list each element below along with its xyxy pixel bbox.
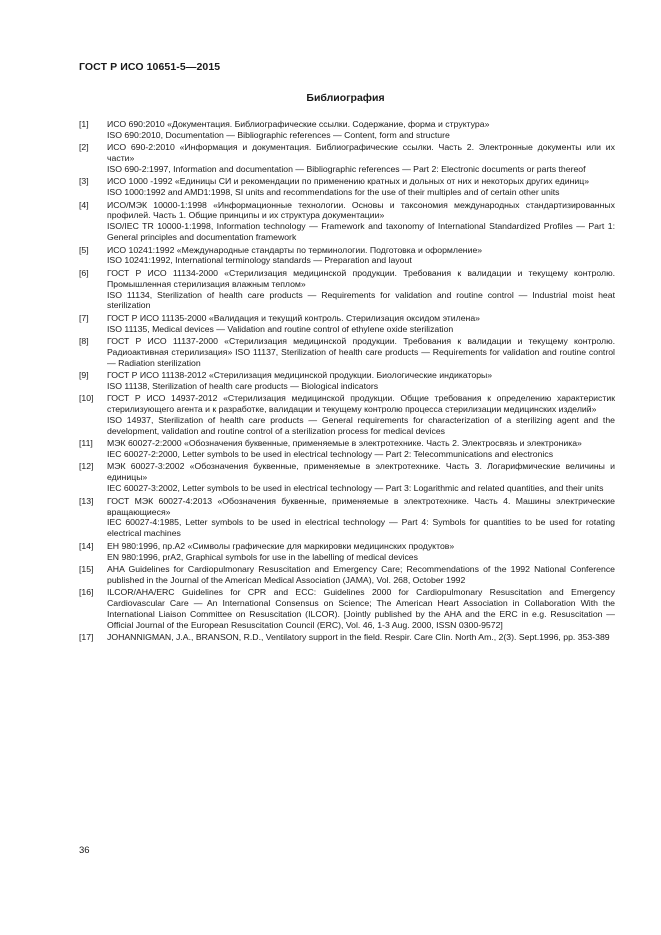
reference-number: [16] (79, 587, 94, 598)
bibliography-entry (79, 496, 615, 540)
reference-text: ISO/IEC TR 10000-1:1998, Information technology — Framework and taxonomy of International Standardized Profiles — Part 1: General principles and documentation framework (107, 221, 615, 243)
bibliography-entry (79, 313, 615, 335)
bibliography-entry (79, 268, 615, 312)
bibliography-entry (79, 564, 615, 586)
reference-text: ИСО/МЭК 10000-1:1998 «Информационные технологии. Основы и таксономия международных стандартизированных профилей. Часть 1. Общие принципы и их структура документации» (107, 199, 615, 221)
reference-text: ИСО 10241:1992 «Международные стандарты по терминологии. Подготовка и оформление» (107, 244, 483, 255)
reference-text: IEC 60027-2:2000, Letter symbols to be used in electrical technology — Part 2: Telecommunications and electronics (107, 449, 554, 460)
reference-text: ИСО 690-2:2010 «Информация и документация. Библиографические ссылки. Часть 2. Электронные документы или их части» (107, 142, 615, 164)
reference-text: ГОСТ Р ИСО 14937-2012 «Стерилизация медицинской продукции. Общие требования к определению характеристик стерилизующего агента и к разработке, валидации и текущему контролю процесса стерилизации медицинских изделий» (107, 393, 615, 415)
reference-text: JOHANNIGMAN, J.A., BRANSON, R.D., Ventilatory support in the field. Respir. Care Clin. North Am., 2(3). Sept.1996, pp. 353-389 (107, 632, 610, 643)
reference-number: [10] (79, 393, 94, 404)
reference-text: ISO 1000:1992 and AMD1:1998, SI units and recommendations for the use of their multiples and of certain other units (107, 187, 560, 198)
bibliography-entry (79, 119, 615, 141)
page-number: 36 (79, 845, 90, 856)
reference-number: [14] (79, 540, 94, 551)
reference-text: IEC 60027-4:1985, Letter symbols to be used in electrical technology — Part 4: Symbols for quantities to be used for rotating electrical machines (107, 517, 615, 539)
reference-number: [12] (79, 461, 94, 472)
reference-text: EN 980:1996, prA2, Graphical symbols for use in the labelling of medical devices (107, 551, 418, 562)
reference-number: [1] (79, 119, 89, 129)
reference-text: ISO 690:2010, Documentation — Bibliographic references — Content, form and structure (107, 129, 450, 140)
reference-number: [3] (79, 176, 89, 187)
bibliography-entry (79, 632, 615, 643)
bibliography-entry (79, 587, 615, 631)
reference-text: МЭК 60027-3:2002 «Обозначения буквенные, применяемые в электротехнике. Часть 3. Логарифмические величины и единицы» (107, 461, 615, 483)
reference-text: ISO 11135, Medical devices — Validation and routine control of ethylene oxide sterilization (107, 323, 454, 334)
reference-text: ISO 11138, Sterilization of health care products — Biological indicators (107, 380, 379, 391)
reference-number: [13] (79, 495, 94, 506)
reference-text: ИСО 1000 -1992 «Единицы СИ и рекомендации по применению кратных и дольных от них и некоторых других единиц» (107, 176, 590, 187)
reference-text: МЭК 60027-2:2000 «Обозначения буквенные, применяемые в электротехнике. Часть 2. Электросвязь и электроника» (107, 438, 582, 449)
bibliography-entry (79, 245, 615, 267)
reference-number: [6] (79, 267, 89, 278)
bibliography-entry (79, 336, 615, 369)
bibliography-entry (79, 541, 615, 563)
reference-number: [15] (79, 563, 94, 574)
bibliography-entry (79, 393, 615, 437)
reference-number: [5] (79, 244, 89, 255)
reference-text: ISO 14937, Sterilization of health care products — General requirements for characterization of a sterilizing agent and the development, validation and routine control of a sterilization process for medical devices (107, 415, 615, 436)
reference-number: [4] (79, 199, 89, 210)
reference-number: [8] (79, 335, 89, 346)
reference-number: [2] (79, 142, 89, 153)
standard-header: ГОСТ Р ИСО 10651-5—2015 (79, 61, 221, 73)
reference-text: AHA Guidelines for Cardiopulmonary Resuscitation and Emergency Care; Recommendations of the 1992 National Conference published in the Journal of the American Medical Association (JAMA), Vol. 268, October 1992 (107, 563, 615, 585)
reference-number: [11] (79, 438, 93, 449)
reference-text: ISO 10241:1992, International terminology standards — Preparation and layout (107, 255, 412, 266)
reference-text: ГОСТ Р ИСО 11135-2000 «Валидация и текущий контроль. Стерилизация оксидом этилена» (107, 312, 481, 323)
section-title: Библиография (306, 92, 385, 104)
bibliography-entry (79, 142, 615, 175)
bibliography-list (79, 119, 615, 644)
reference-text: ILCOR/AHA/ERC Guidelines for CPR and ECC: Guidelines 2000 for Cardiopulmonary Resuscitation and Emergency Cardiovascular Care — An International Consensus on Science; The American Heart Association in Collaboration With the International Liaison Committee on Resuscitation (ILCOR). [Jointly published by the AHA and the ERC in e.g. Resuscitation — Official Journal of the European Resuscitation Council (ERC), Vol. 46, 1-3 Aug. 2000, ISSN 0300-9572] (107, 587, 615, 630)
bibliography-entry (79, 370, 615, 392)
reference-text: ЕН 980:1996, пр.А2 «Символы графические для маркировки медицинских продуктов» (107, 540, 455, 551)
reference-text: ISO 11134, Sterilization of health care products — Requirements for validation and routine control — Industrial moist heat sterilization (107, 289, 615, 311)
reference-text: ГОСТ МЭК 60027-4:2013 «Обозначения буквенные, применяемые в электротехнике. Часть 4. Машины электрические вращающиеся» (107, 495, 615, 517)
reference-text: ГОСТ Р ИСО 11134-2000 «Стерилизация медицинской продукции. Требования к валидации и текущему контролю. Промышленная стерилизация влажным теплом» (107, 267, 615, 289)
bibliography-entry (79, 176, 615, 198)
reference-number: [7] (79, 312, 89, 323)
reference-number: [17] (79, 632, 94, 643)
bibliography-entry (79, 438, 615, 460)
bibliography-entry (79, 200, 615, 244)
bibliography-entry (79, 461, 615, 494)
reference-text: ГОСТ Р ИСО 11138-2012 «Стерилизация медицинской продукции. Биологические индикаторы» (107, 370, 493, 381)
reference-text: ГОСТ Р ИСО 11137-2000 «Стерилизация медицинской продукции. Требования к валидации и текущему контролю. Радиоактивная стерилизация» ISO 11137, Sterilization of health care products — Requirements for validation and routine control — Radiation sterilization (107, 335, 615, 368)
reference-number: [9] (79, 370, 89, 381)
reference-text: ISO 690-2:1997, Information and documentation — Bibliographic references — Part 2: Electronic documents or parts thereof (107, 164, 586, 175)
reference-text: IEC 60027-3:2002, Letter symbols to be used in electrical technology — Part 3: Logarithmic and related quantities, and their units (107, 483, 604, 494)
reference-text: ИСО 690:2010 «Документация. Библиографические ссылки. Содержание, форма и структура» (107, 119, 490, 129)
